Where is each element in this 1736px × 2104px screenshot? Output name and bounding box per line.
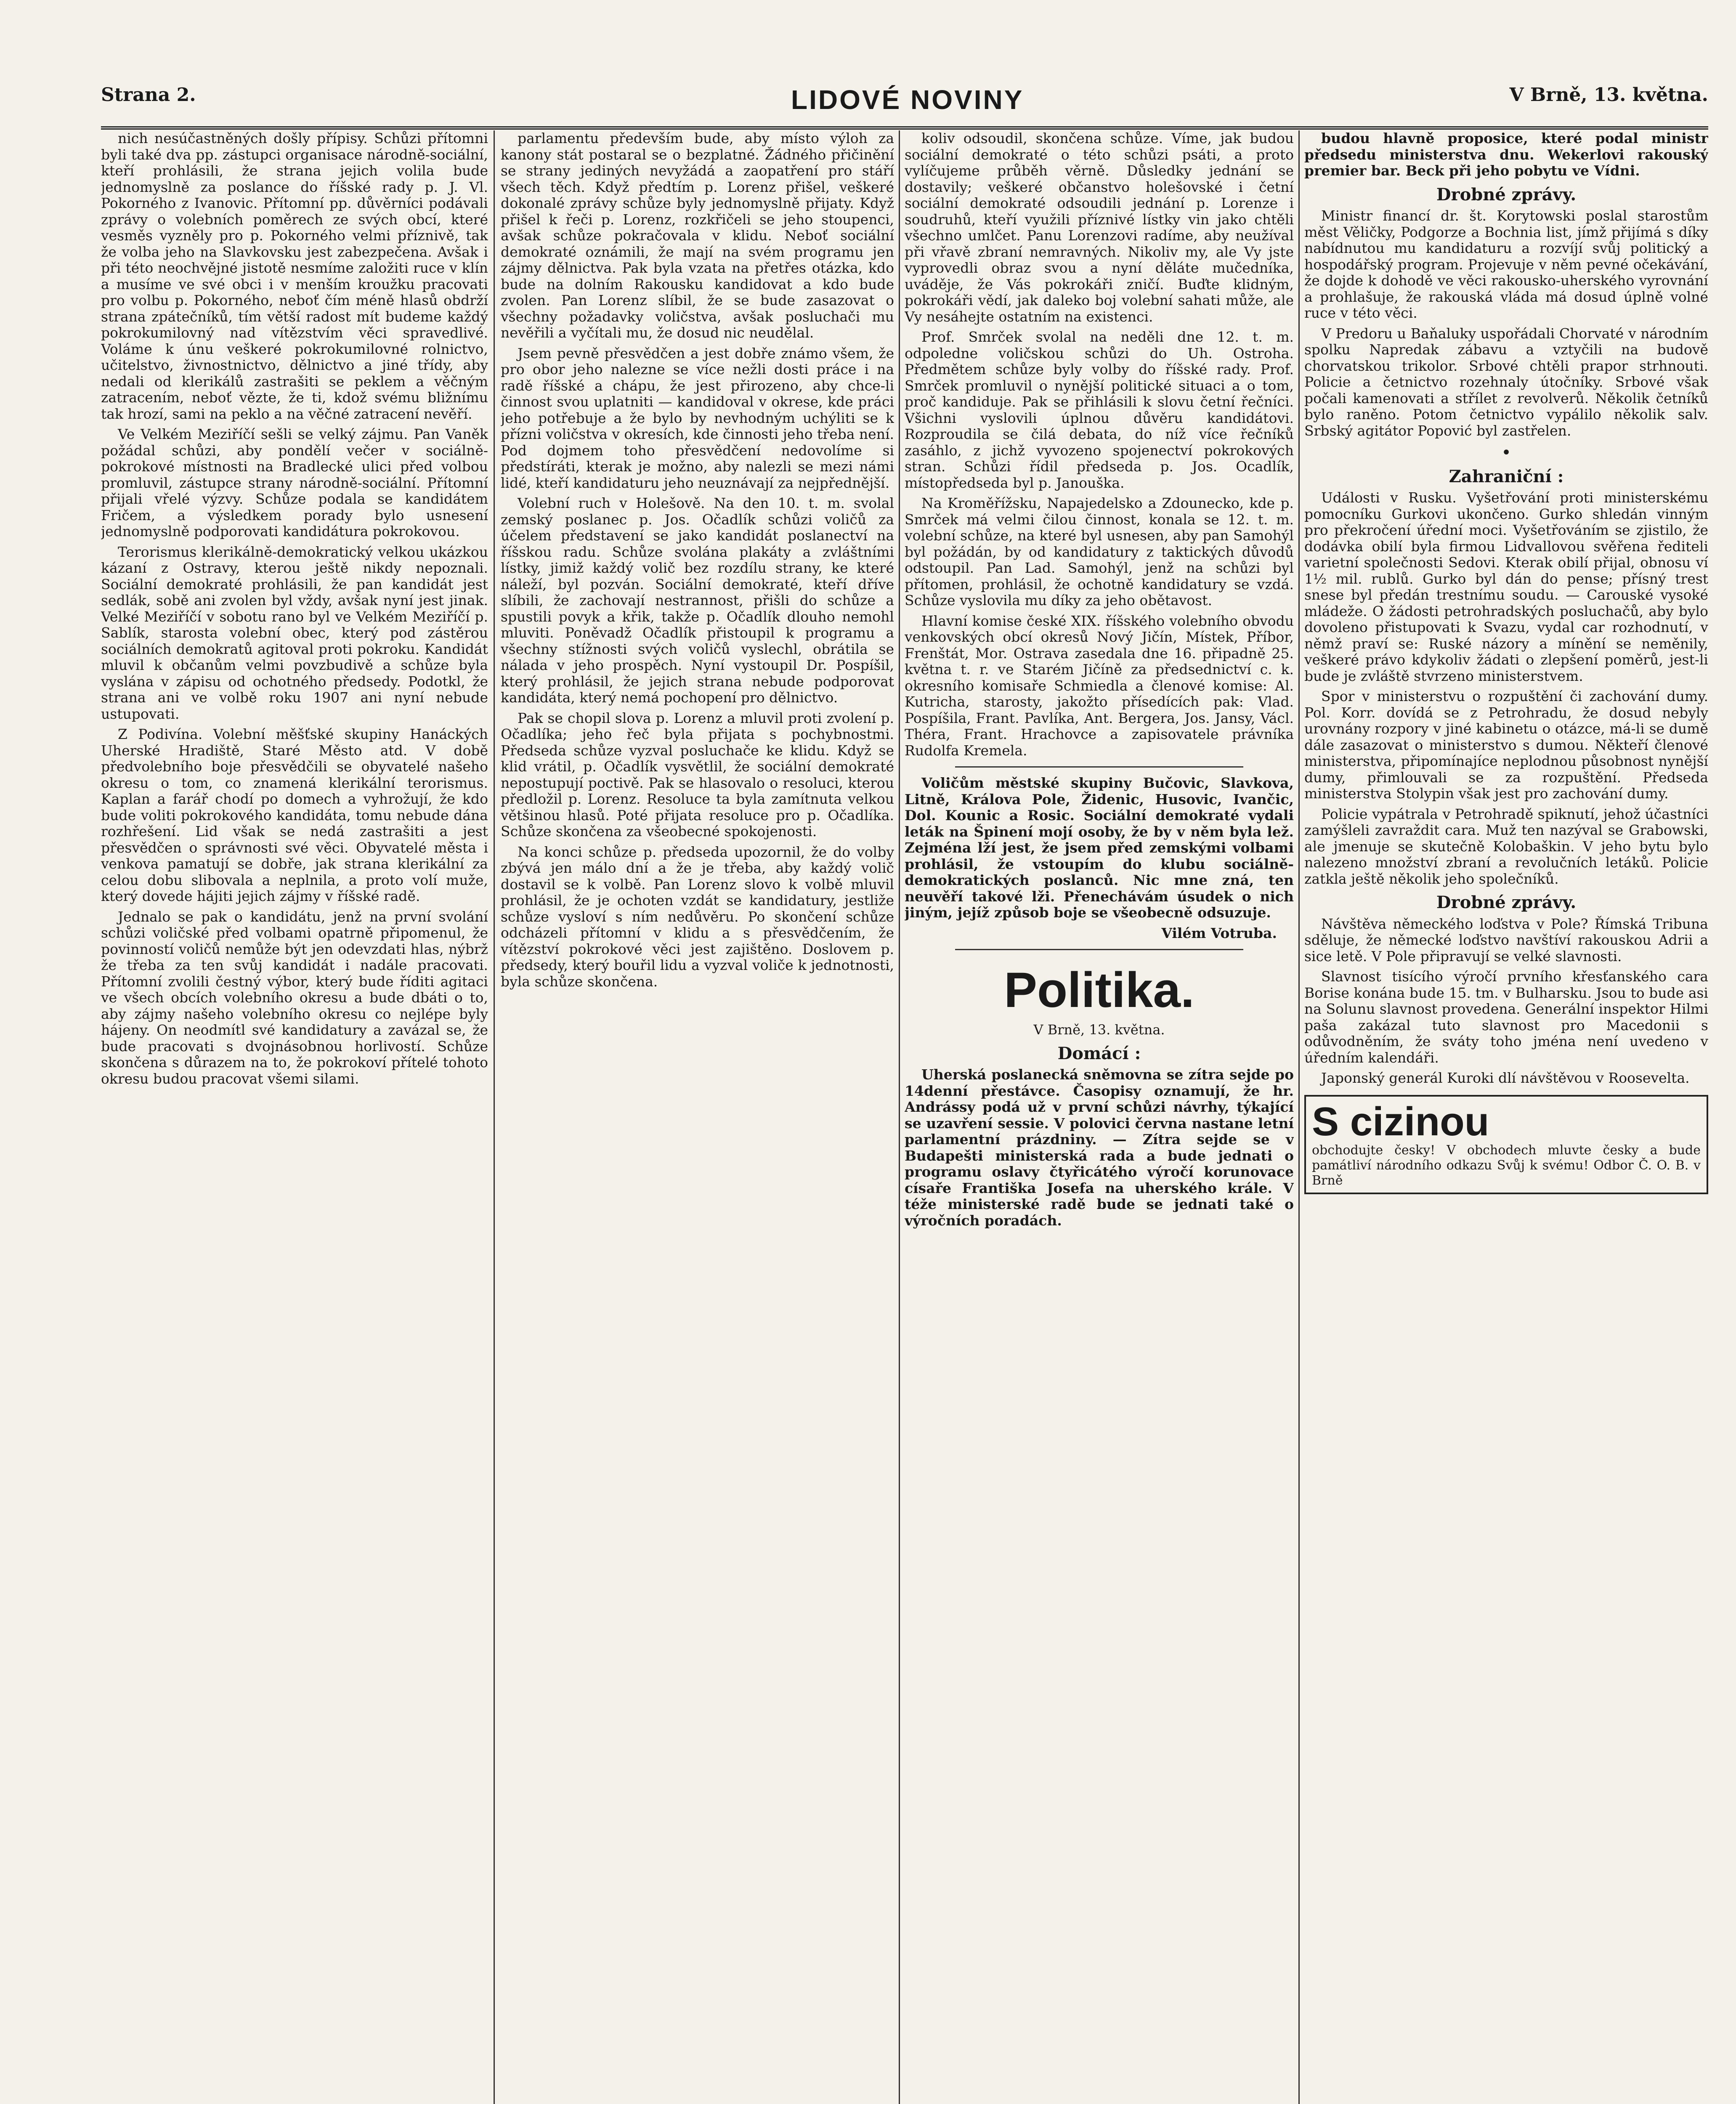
masthead: LIDOVÉ NOVINY (791, 85, 1024, 115)
column-divider (1298, 130, 1300, 2104)
column-divider (899, 130, 900, 2104)
section-title-politika: Politika. (1004, 962, 1194, 1018)
article-paragraph: Prof. Smrček svolal na neděli dne 12. t. m. odpoledne voličskou schůzi do Uh. Ostroha. Předmětem schůze byly volby do říšské rady. Prof. Smrček promluvil o nynější politické situaci a o tom, proč kandiduje. Pak se přihlásili k slovu četní řečníci. Všichni vyslovili úplnou důvěru kandidátovi. Rozproudila se čilá debata, do níž více řečníků zasáhlo, z jichž vyvozeno spojenectví pokrokových stran. Schůzi řídil předseda p. Jos. Ocadlík, místopředseda byl p. Janouška. (905, 329, 1294, 491)
column-3 (905, 130, 1294, 2104)
ad-text: obchodujte česky! V obchodech mluvte česky a bude památliví národního odkazu Svůj k svému! Odbor Č. O. B. v Brně (1312, 1142, 1701, 1188)
article-paragraph: koliv odsoudil, skončena schůze. Víme, jak budou sociální demokraté o této schůzi psáti, a proto vylíčujeme průběh věrně. Důsledky jednání se dostavily; veškeré občanstvo holešovské i četní sociální demokraté odsoudili jednání p. Lorenze i soudruhů, kteří využili příznivé lístky vin jako chtěli všechno umlčet. Panu Lorenzovi radíme, aby neužíval při vřavě zbraní nemravných. Nikoliv my, ale Vy jste vyprovedli obraz svou a nyní děláte mučedníka, uváděje, že Vás pokrokáři zničí. Buďte klidným, pokrokáři vědí, jak daleko boj volební sahati může, ale Vy nesáhejte ostatním na existenci. (905, 130, 1294, 325)
column-2 (501, 130, 894, 2104)
article-paragraph: Policie vypátrala v Petrohradě spiknutí, jehož účastníci zamýšleli zavraždit cara. Muž ten nazýval se Grabowski, ale jmenuje se skutečně Kolobaškin. V jeho bytu bylo nalezeno množství zbraní a revolučních letáků. Policie zatkla ještě několik jeho společníků. (1304, 805, 1708, 887)
article-paragraph: parlamentu především bude, aby místo výloh za kanony stát postaral se o bezplatné. Žádného přičinění se strany jediných nevyžádá a zaopatření pro stáří všech těch. Když předtím p. Lorenz přišel, veškeré dokonalé zprávy schůze byly jednomyslně přijaty. Když přišel k řeči p. Lorenz, rozkřičeli se jeho stoupenci, avšak schůze pokračovala v klidu. Neboť sociální demokraté oznámili, že mají na svém programu jen zájmy dělnictva. Pak byla vzata na přetřes otázka, kdo bude na dolním Rakousku kandidovat a kdo bude zvolen. Pan Lorenz slíbil, že se bude zasazovat o všechny požadavky voličstva, avšak posluchači mu nevěřili a vyčítali mu, že dosud nic neudělal. (501, 130, 894, 341)
subsection-heading-domaci: Domácí : (1057, 1043, 1141, 1063)
article-paragraph: nich nesúčastněných došly přípisy. Schůzi přítomni byli také dva pp. zástupci organisace národně-sociální, kteří prohlásili, že strana jejich volila bude jednomyslně za poslance do říšské rady p. J. Vl. Pokorného z Ivanovic. Přítomní pp. důvěrníci podávali zprávy o volebních poměrech ze svých obcí, které vesměs vyzněly pro p. Pokorného velmi příznivě, tak že volba jeho na Slavkovsku jest zabezpečena. Avšak i při této neochvějné jistotě nesmíme založiti ruce v klín a musíme ve své obci i v menším kroužku pracovati pro volbu p. Pokorného, neboť čím méně hlasů obdrží strana zpátečníků, tím větší radost mít budeme každý pokrokumilovný nad vítězstvím věci spravedlivé. Voláme k únu veškeré pokrokumilovné rolnictvo, učitelstvo, živnostnictvo, dělnictvo a jiné třídy, aby nedali od klerikálů zastrašiti se peklem a věčným zatracením, neboť vězte, že ti, kdož svému bližnímu tak hrozí, sami na peklo a na věčné zatracení nevěří. (101, 130, 488, 422)
section-dateline: V Brně, 13. května. (1033, 1022, 1165, 1038)
article-paragraph: Voličům městské skupiny Bučovic, Slavkova, Litně, Králova Pole, Židenic, Husovic, Ivančic, Dol. Kounic a Rosic. Sociální demokraté vydali leták na Špinení mojí osoby, že by v něm byla lež. Zejména lží jest, že jsem před zemskými volbami prohlásil, že vstoupím do klubu sociálně-demokratických poslanců. Nic mne zná, ten neuvěří takové lži. Přenechávám úsudek o nich jiným, jejíž způsob boje se všeobecně odsuzuje. (905, 775, 1294, 921)
column-divider (494, 130, 495, 2104)
article-paragraph: Volební ruch v Holešově. Na den 10. t. m. svolal zemský poslanec p. Jos. Očadlík schůzi voličů za účelem představení se jako kandidát poslanectví na říšskou radu. Schůze svolána plakáty a zvláštními lístky, jimiž každý volič bez rozdílu strany, ke které náleží, byl pozván. Sociální demokraté, kteří dříve slíbili, že zachovají nestrannost, přišli do schůze a spustili povyk a křik, takže p. Očadlík dlouho nemohl mluviti. Poněvadž Očadlík přistoupil k programu a všechny stížnosti svých voličů vyslechl, obrátila se nálada v jeho prospěch. Nyní vystoupil Dr. Pospíšil, který prohlásil, že jejich strana nebude podporovat kandidáta, který nemá pochopení pro dělnictvo. (501, 495, 894, 706)
article-paragraph: Na Kroměřížsku, Napajedelsko a Zdounecko, kde p. Smrček má velmi čilou činnost, konala se 12. t. m. volební schůze, na které byl usnesen, aby pan Samohýl byl požádán, by od kandidatury z taktických důvodů odstoupil. Pan Lad. Samohýl, jenž na schůzi byl přítomen, prohlásil, že ochotně kandidatury se vzdá. Schůze vyslovila mu díky za jeho obětavost. (905, 495, 1294, 608)
ad-headline: S cizinou (1312, 1099, 1489, 1144)
article-paragraph: Slavnost tisícího výročí prvního křesťanského cara Borise konána bude 15. tm. v Bulharsku. Jsou to bude asi na Solunu slavnost provedena. Generální inspektor Hilmi paša zakázal tuto slavnost pro Macedonii s odůvodněním, že sváty toho jména není uvedeno v úředním kalendáři. (1304, 968, 1708, 1066)
article-paragraph: V Predoru u Baňaluky uspořádali Chorvaté v národním spolku Napredak zábavu a vztyčili na budově chorvatskou trikolor. Srbové chtěli prapor strhnouti. Policie a četnictvo rozehnaly útočníky. Srbové však počali kamenovati a střílet z revolverů. Několik četníků bylo raněno. Potom četnictvo vypálilo několik salv. Srbský agitátor Popović byl zastřelen. (1304, 325, 1708, 439)
article-paragraph: budou hlavně proposice, které podal ministr předsedu ministerstva dnu. Wekerlovi rakouský premier bar. Beck při jeho pobytu ve Vídni. (1304, 130, 1708, 179)
article-paragraph: Z Podivína. Volební měšťské skupiny Hanáckých Uherské Hradiště, Staré Město atd. V době předvolebního boje přesvědčili se obyvatelé našeho okresu o tom, co znamená klerikální terorismus. Kaplan a farář chodí po domech a vyhrožují, že kdo bude voliti pokrokového kandidáta, tomu nebude dána rozhřešení. Lid však se nedá zastrašiti a jest přesvědčen o správnosti své věci. Obyvatelé města i venkova pamatují se dobře, jak strana klerikální za celou dobu slibovala a neplnila, a proto volí muže, který dovede hájiti jejich zájmy v říšské radě. (101, 726, 488, 904)
article-paragraph: Terorismus klerikálně-demokratický velkou ukázkou kázaní z Ostravy, kterou ještě nikdy nepoznali. Sociální demokraté prohlásili, že pan kandidát jest sedlák, sobě ani zvolen byl vždy, avšak nyní jest jinak. Velké Meziříčí v sobotu rano byl ve Velkém Meziříčí p. Sablík, starosta volební obec, který pod zástěrou sociálních demokratů agitoval proti pokroku. Kandidát mluvil k občanům velmi povzbudivě a schůze byla vyslána v zápisu od ochotného předsedy. Podotkl, že strana ani ve volbě roku 1907 ani nyní nebude ustupovati. (101, 543, 488, 722)
column-1 (101, 130, 488, 2104)
subsection-heading-zahranicni: Zahraniční : (1449, 466, 1564, 486)
article-paragraph: Spor v ministerstvu o rozpuštění či zachování dumy. Pol. Korr. dovídá se z Petrohradu, že dosud nebyly urovnány rozpory v jiné kabinetu o otázce, má-li se dumě dále zasazovat o ministerstvo s dumou. Někteří členové ministerstva, připomínajíce neplodnou působnost nynější dumy, přimlouvali se za rozpuštění. Předseda ministerstva Stolypin však jest pro zachování dumy. (1304, 688, 1708, 802)
section-divider (955, 766, 1243, 768)
article-signature: Vilém Votruba. (1161, 924, 1277, 941)
advertisement-box (1304, 1095, 1708, 1194)
column-4 (1304, 130, 1708, 2104)
article-paragraph: Návštěva německého loďstva v Pole? Římská Tribuna sděluje, že německé loďstvo navštíví rakouskou Adrii a sice letě. V Pole připravují se velké slavnosti. (1304, 915, 1708, 964)
article-paragraph: Japonský generál Kuroki dlí návštěvou v Roosevelta. (1321, 1070, 1690, 1086)
subsection-heading-drobne: Drobné zprávy. (1436, 184, 1577, 205)
article-paragraph: Uherská poslanecká sněmovna se zítra sejde po 14denní přestávce. Časopisy oznamují, že hr. Andrássy podá už v první schůzi návrhy, týkající se uzavření sessie. V polovici června nastane letní parlamentní prázdniny. — Zítra sejde se v Budapešti ministerská rada a bude jednati o programu oslavy čtyřicátého výročí korunovace císaře Františka Josefa na uherského krále. V téže ministerské radě bude se jednati také o výročních poradách. (905, 1066, 1294, 1229)
article-paragraph: Pak se chopil slova p. Lorenz a mluvil proti zvolení p. Očadlíka; jeho řeč byla přijata s pochybnostmi. Předseda schůze vyzval posluchače ke klidu. Když se klid vrátil, p. Očadlík vysvětlil, že sociální demokraté nepostupují poctivě. Pak se hlasovalo o resoluci, kterou předložil p. Lorenz. Resoluce ta byla zamítnuta velkou většinou hlasů. Poté přijata resoluce pro p. Očadlíka. Schůze skončena za všeobecné spokojenosti. (501, 709, 894, 839)
page-number: Strana 2. (101, 84, 196, 106)
article-paragraph: Ministr financí dr. št. Korytowski poslal starostům měst Věličky, Podgorze a Bochnia list, jímž přijímá s díky nabídnutou mu kandidaturu a rozvíjí svůj politický a hospodářský program. Projevuje v něm pevné očekávání, že dojde k dohodě ve věci rakousko-uherského vyrovnání a prohlašuje, že rakouská vláda má dosud úplně volné ruce v této věci. (1304, 207, 1708, 321)
separator-bullet: • (1501, 443, 1511, 462)
article-paragraph: Na konci schůze p. předseda upozornil, že do volby zbývá jen málo dní a že je třeba, aby každý volič dostavil se k volbě. Pan Lorenz slovo k volbě mluvil prohlásil, že je ochoten vzdát se kandidatury, jestliže schůze vysloví s ním nedůvěru. Po skončení schůze odcházeli přítomní v klidu a s přesvědčením, že vítězství pokrokové věci jest zajištěno. Doslovem p. předsedy, který bouřil lidu a vyzval voliče k jednotnosti, byla schůze skončena. (501, 843, 894, 990)
article-paragraph: Události v Rusku. Vyšetřování proti ministerskému pomocníku Gurkovi ukončeno. Gurko shledán vinným pro překročení úřední moci. Vyšetřováním se zjistilo, že dodávka obilí byla firmou Lidvallovou svěřena řediteli varietní společnosti Sedovi. Kterak obilí přijal, obnosu ví 1½ mil. rublů. Gurko byl dán do pense; přísný trest snese byl předán trestnímu soudu. — Carouské vysoké mládeže. O žádosti petrohradských posluchačů, aby bylo dovoleno přistupovati k Svazu, vydal car rozhodnutí, v němž praví se: Ruské názory a mínění se neměnily, veškeré právo kdykoliv žádati o zlepšení poměrů, jest-li bude je zvláště stvrzeno ministerstvem. (1304, 489, 1708, 684)
article-paragraph: Ve Velkém Meziříčí sešli se velký zájmu. Pan Vaněk požádal schůzi, aby pondělí večer v sociálně-pokrokové místnosti na Bradlecké ulici před volbou promluvil, zástupce strany národně-sociální. Přítomní přijali vřelé výzvy. Schůze podala se kandidátem Fričem, a výsledkem porady bylo usnesení jednomyslně podporovati kandidátura pokrokovou. (101, 426, 488, 539)
article-paragraph: Jednalo se pak o kandidátu, jenž na první svolání schůzi voličské před volbami opatrně připomenul, že povinností voličů nemůže být jen odevzdati hlas, nýbrž že třeba za ten svůj kandidát i nadále pracovati. Přítomní zvolili čestný výbor, který bude říditi agitaci ve všech obcích volebního okresu a bude dbáti o to, aby zájmy našeho volebního okresu co nejlépe byly hájeny. On neodmítl své kandidatury a zavázal se, že bude pracovati s dvojnásobnou horlivostí. Schůze skončena s důrazem na to, že pokrokoví přítelé tohoto okresu budou pracovat všemi silami. (101, 908, 488, 1087)
article-paragraph: Jsem pevně přesvědčen a jest dobře známo všem, že pro obor jeho nalezne se více nežli dosti práce i na radě říšské a chápu, že jest přirozeno, aby chce-li činnost svou uplatniti — kandidoval v okrese, kde práci jeho potřebuje a že bylo by nevhodným uchýliti se k přízni voličstva v okresích, kde činnosti jeho třeba není. Pod dojmem toho přesvědčení nedovolíme si předstíráti, kterak je možno, aby nalezli se mezi námi lidé, kteří kandidaturu jeho neuznávají za nejpřednější. (501, 345, 894, 491)
subsection-heading-drobne-2: Drobné zprávy. (1436, 893, 1577, 912)
section-divider (955, 949, 1243, 950)
article-paragraph: Hlavní komise české XIX. říšského volebního obvodu venkovských obcí okresů Nový Jičín, Místek, Příbor, Frenštát, Mor. Ostrava zasedala dne 16. připadně 25. května t. r. ve Starém Jičíně za předsednictví c. k. okresního komisaře Schmiedla a členové komise: Al. Kutricha, starosty, jakožto přísedících pak: Vlad. Pospíšila, Frant. Pavlíka, Ant. Bergera, Jos. Jansy, Václ. Théra, Frant. Hrachovce a zapisovatele právníka Rudolfa Kremela. (905, 612, 1294, 759)
page-header (101, 80, 1708, 130)
issue-dateline: V Brně, 13. května. (1509, 84, 1708, 106)
